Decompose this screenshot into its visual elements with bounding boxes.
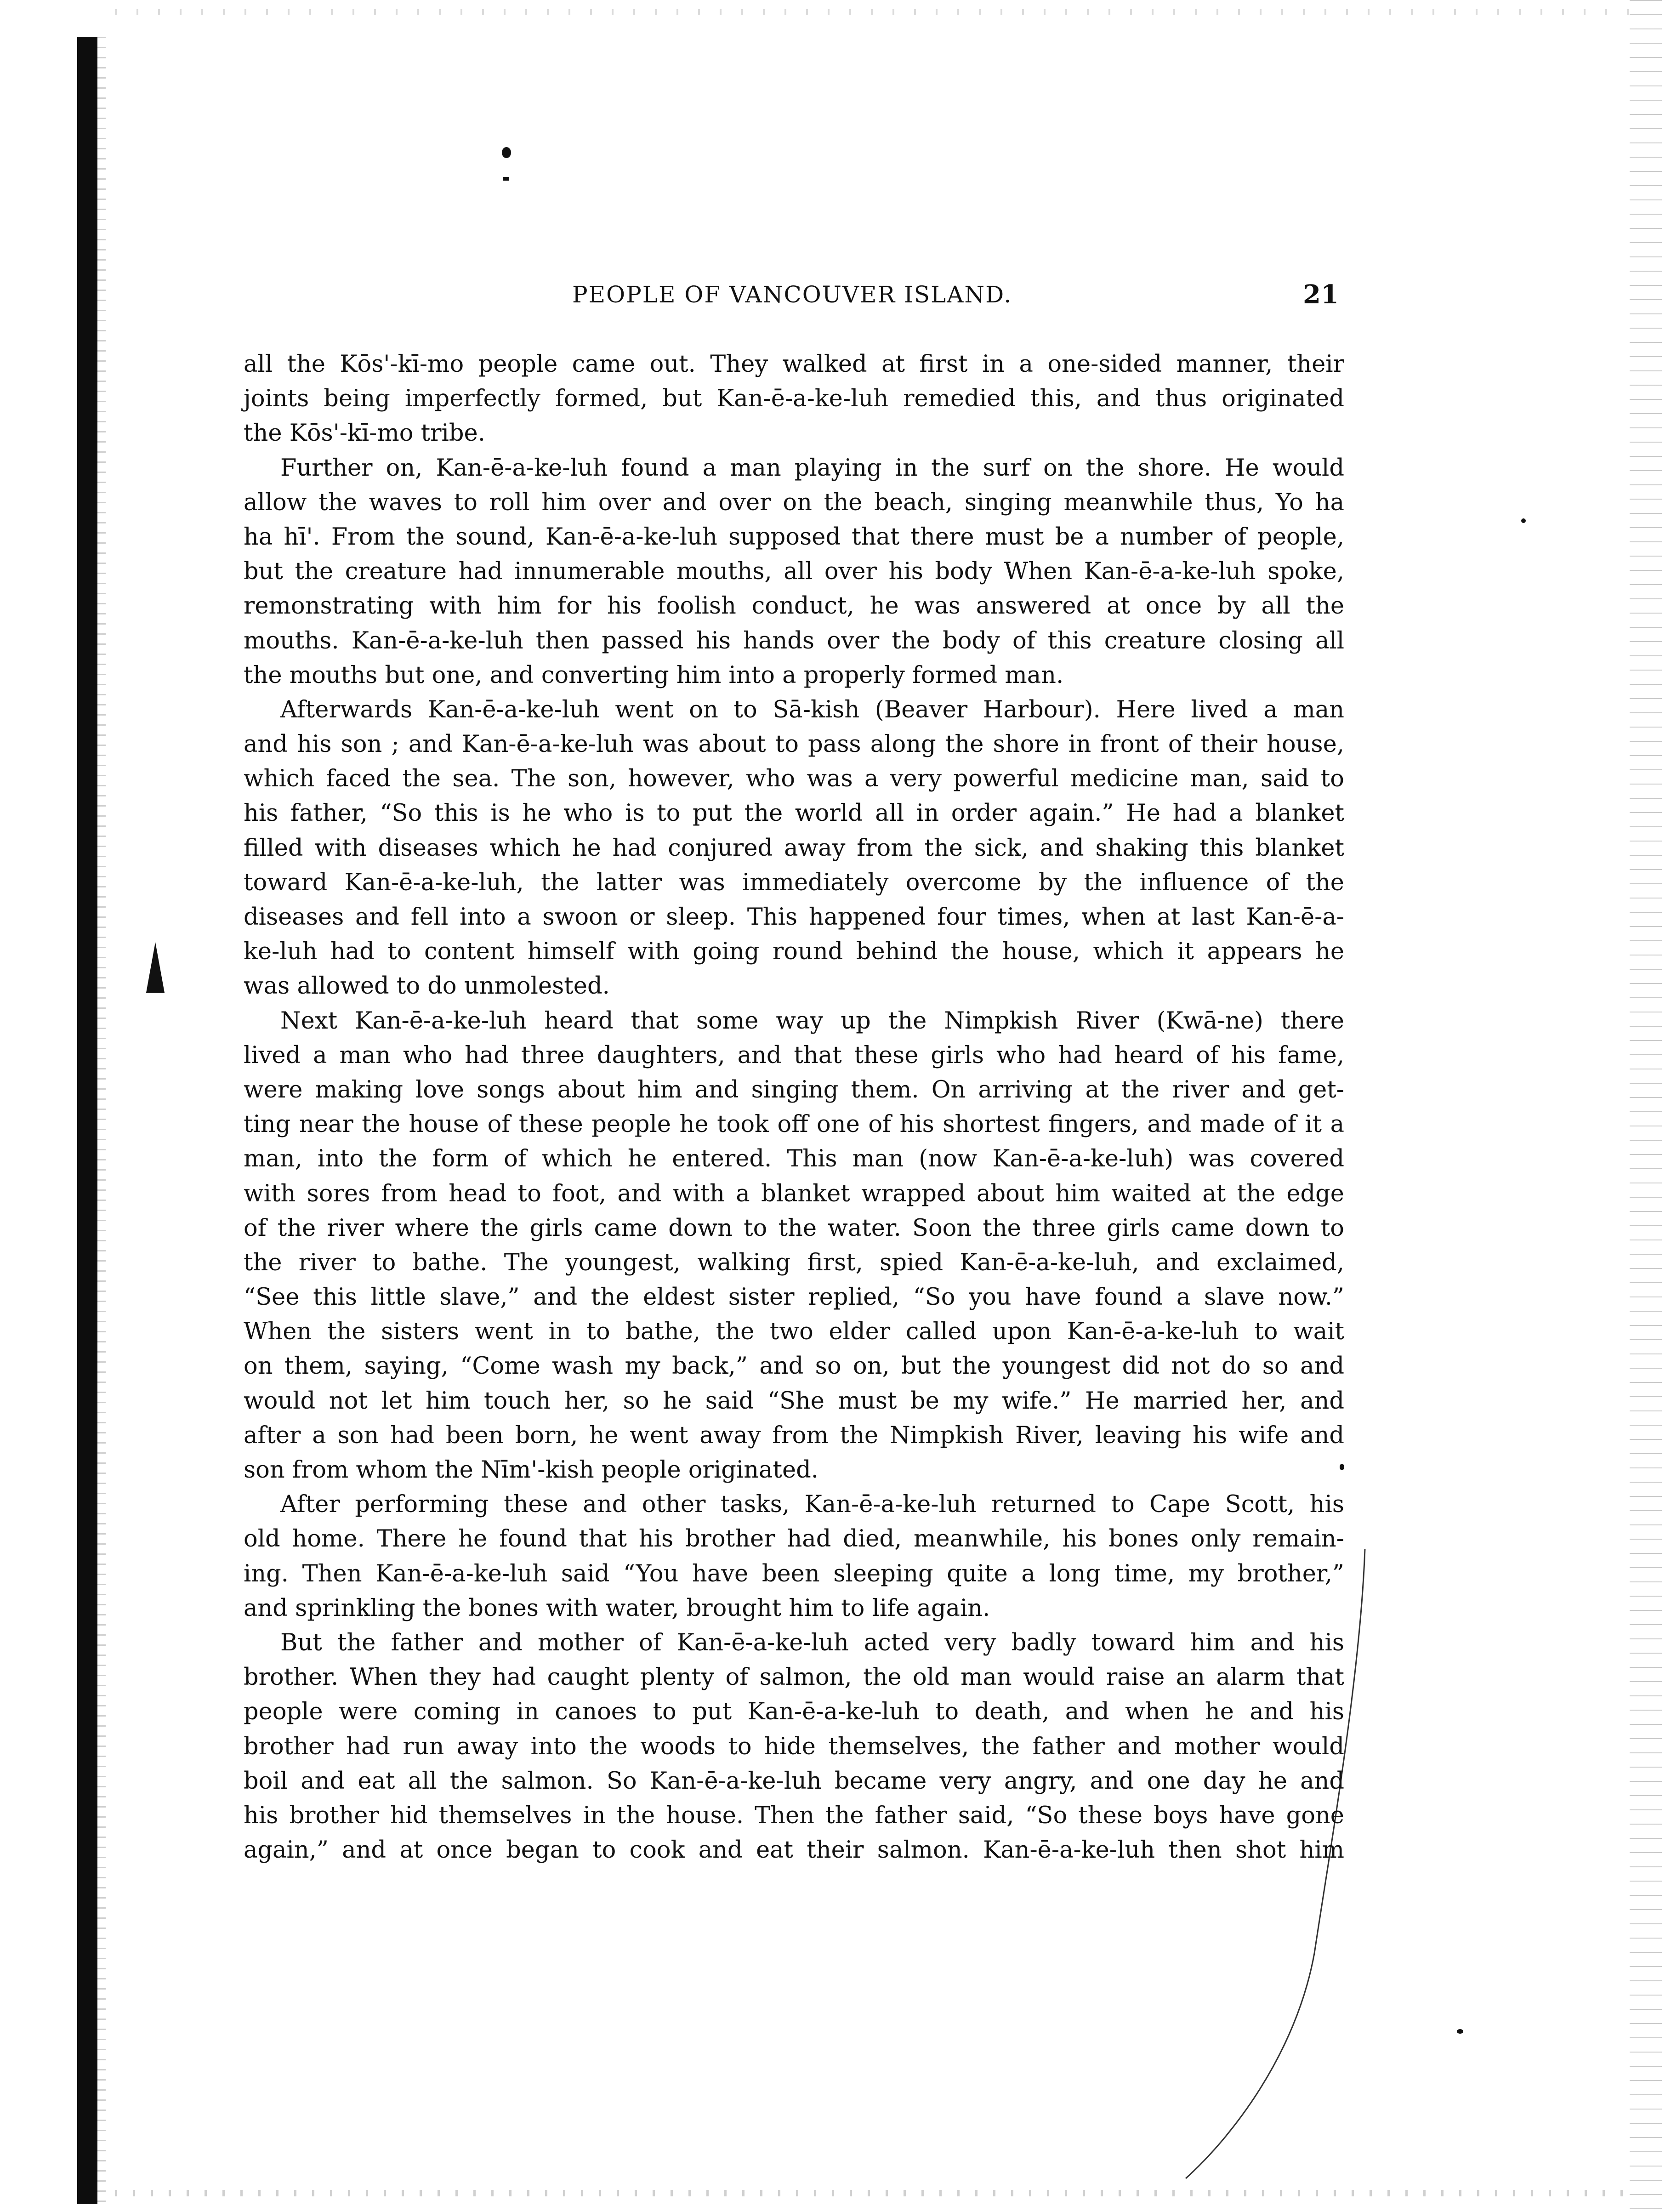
running-head-title: PEOPLE OF VANCOUVER ISLAND.	[572, 281, 1012, 308]
text-line: Afterwards Kan-ē-a-ke-luh went on to Sā-kish (Beaver Harbour). Here lived a man	[280, 696, 1344, 723]
body-text	[244, 347, 1344, 1867]
ink-blot	[1457, 2029, 1463, 2034]
ink-blot	[146, 942, 165, 993]
text-line: boil and eat all the salmon. So Kan-ē-a-ke-luh became very angry, and one day he and	[244, 1767, 1344, 1795]
text-line: after a son had been born, he went away from the Nimpkish River, leaving his wife and	[244, 1422, 1344, 1449]
text-line: again,” and at once began to cook and eat their salmon. Kan-ē-a-ke-luh then shot him	[244, 1837, 1344, 1864]
text-line: were making love songs about him and singing them. On arriving at the river and get-	[244, 1076, 1344, 1103]
text-line: on them, saying, “Come wash my back,” and so on, but the youngest did not do so and	[244, 1353, 1344, 1380]
text-line: but the creature had innumerable mouths, all over his body When Kan-ē-a-ke-luh spoke,	[244, 558, 1344, 586]
spine-shadow	[97, 37, 106, 2204]
text-line: ing. Then Kan-ē-a-ke-luh said “You have been sleeping quite a long time, my brother,”	[244, 1560, 1344, 1587]
text-line: the mouths but one, and converting him into a properly formed man.	[244, 661, 1064, 689]
text-line: people were coming in canoes to put Kan-ē-a-ke-luh to death, and when he and his	[244, 1698, 1344, 1726]
bottom-edge-speckle	[115, 2190, 1631, 2196]
text-line: old home. There he found that his brother had died, meanwhile, his bones only remain-	[244, 1525, 1344, 1553]
text-line: allow the waves to roll him over and over on the beach, singing meanwhile thus, Yo ha	[244, 489, 1344, 516]
text-line: with sores from head to foot, and with a blanket wrapped about him waited at the edge	[244, 1180, 1344, 1207]
text-line: toward Kan-ē-a-ke-luh, the latter was immediately overcome by the influence of the	[244, 869, 1344, 896]
page-number: 21	[1303, 279, 1339, 310]
text-line: ke-luh had to content himself with going round behind the house, which it appears he	[244, 938, 1344, 966]
text-line: son from whom the Nīm'-kish people originated.	[244, 1456, 818, 1484]
ink-blot	[502, 147, 511, 158]
text-line: mouths. Kan-ē-a-ke-luh then passed his hands over the body of this creature closing all	[244, 627, 1344, 654]
ink-blot	[503, 177, 509, 181]
text-line: was allowed to do unmolested.	[244, 972, 610, 1000]
text-line: ha hī'. From the sound, Kan-ē-a-ke-luh supposed that there must be a number of people,	[244, 523, 1344, 551]
text-line: his brother hid themselves in the house. Then the father said, “So these boys have gone	[244, 1802, 1344, 1829]
text-line: the Kōs'-kī-mo tribe.	[244, 420, 485, 447]
text-line: When the sisters went in to bathe, the two elder called upon Kan-ē-a-ke-luh to wait	[244, 1318, 1344, 1346]
text-line: joints being imperfectly formed, but Kan-ē-a-ke-luh remedied this, and thus originated	[244, 385, 1344, 413]
text-line: lived a man who had three daughters, and that these girls who had heard of his fame,	[244, 1041, 1344, 1069]
text-line: all the Kōs'-kī-mo people came out. They walked at first in a one-sided manner, their	[244, 351, 1344, 378]
ink-blot	[1521, 518, 1526, 523]
page-binding-edge	[77, 37, 97, 2204]
text-line: his father, “So this is he who is to put the world all in order again.” He had a blanket	[244, 800, 1344, 827]
text-line: diseases and fell into a swoon or sleep. This happened four times, when at last Kan-ē-a-	[244, 904, 1344, 931]
text-line: Further on, Kan-ē-a-ke-luh found a man playing in the surf on the shore. He would	[280, 454, 1344, 482]
text-line: Next Kan-ē-a-ke-luh heard that some way up the Nimpkish River (Kwā-ne) there	[280, 1007, 1344, 1035]
text-line: would not let him touch her, so he said “She must be my wife.” He married her, and	[244, 1387, 1344, 1415]
text-line: filled with diseases which he had conjured away from the sick, and shaking this blanket	[244, 834, 1344, 862]
text-line: “See this little slave,” and the eldest sister replied, “So you have found a slave now.”	[244, 1284, 1344, 1311]
text-line: of the river where the girls came down to the water. Soon the three girls came down to	[244, 1214, 1344, 1242]
text-line: and his son ; and Kan-ē-a-ke-luh was about to pass along the shore in front of their house,	[244, 731, 1344, 758]
text-line: brother had run away into the woods to hide themselves, the father and mother would	[244, 1733, 1344, 1760]
text-line: But the father and mother of Kan-ē-a-ke-luh acted very badly toward him and his	[280, 1629, 1344, 1656]
text-line: which faced the sea. The son, however, who was a very powerful medicine man, said to	[244, 765, 1344, 793]
text-line: After performing these and other tasks, Kan-ē-a-ke-luh returned to Cape Scott, his	[280, 1491, 1344, 1518]
text-line: brother. When they had caught plenty of salmon, the old man would raise an alarm that	[244, 1664, 1344, 1691]
top-edge-speckle	[115, 9, 1631, 15]
text-line: remonstrating with him for his foolish conduct, he was answered at once by all the	[244, 592, 1344, 620]
right-edge-speckle	[1630, 0, 1662, 2212]
text-line: ting near the house of these people he took off one of his shortest fingers, and made of it a	[244, 1111, 1344, 1138]
text-line: the river to bathe. The youngest, walking first, spied Kan-ē-a-ke-luh, and exclaimed,	[244, 1249, 1344, 1276]
text-line: and sprinkling the bones with water, brought him to life again.	[244, 1594, 990, 1622]
text-line: man, into the form of which he entered. This man (now Kan-ē-a-ke-luh) was covered	[244, 1145, 1344, 1173]
